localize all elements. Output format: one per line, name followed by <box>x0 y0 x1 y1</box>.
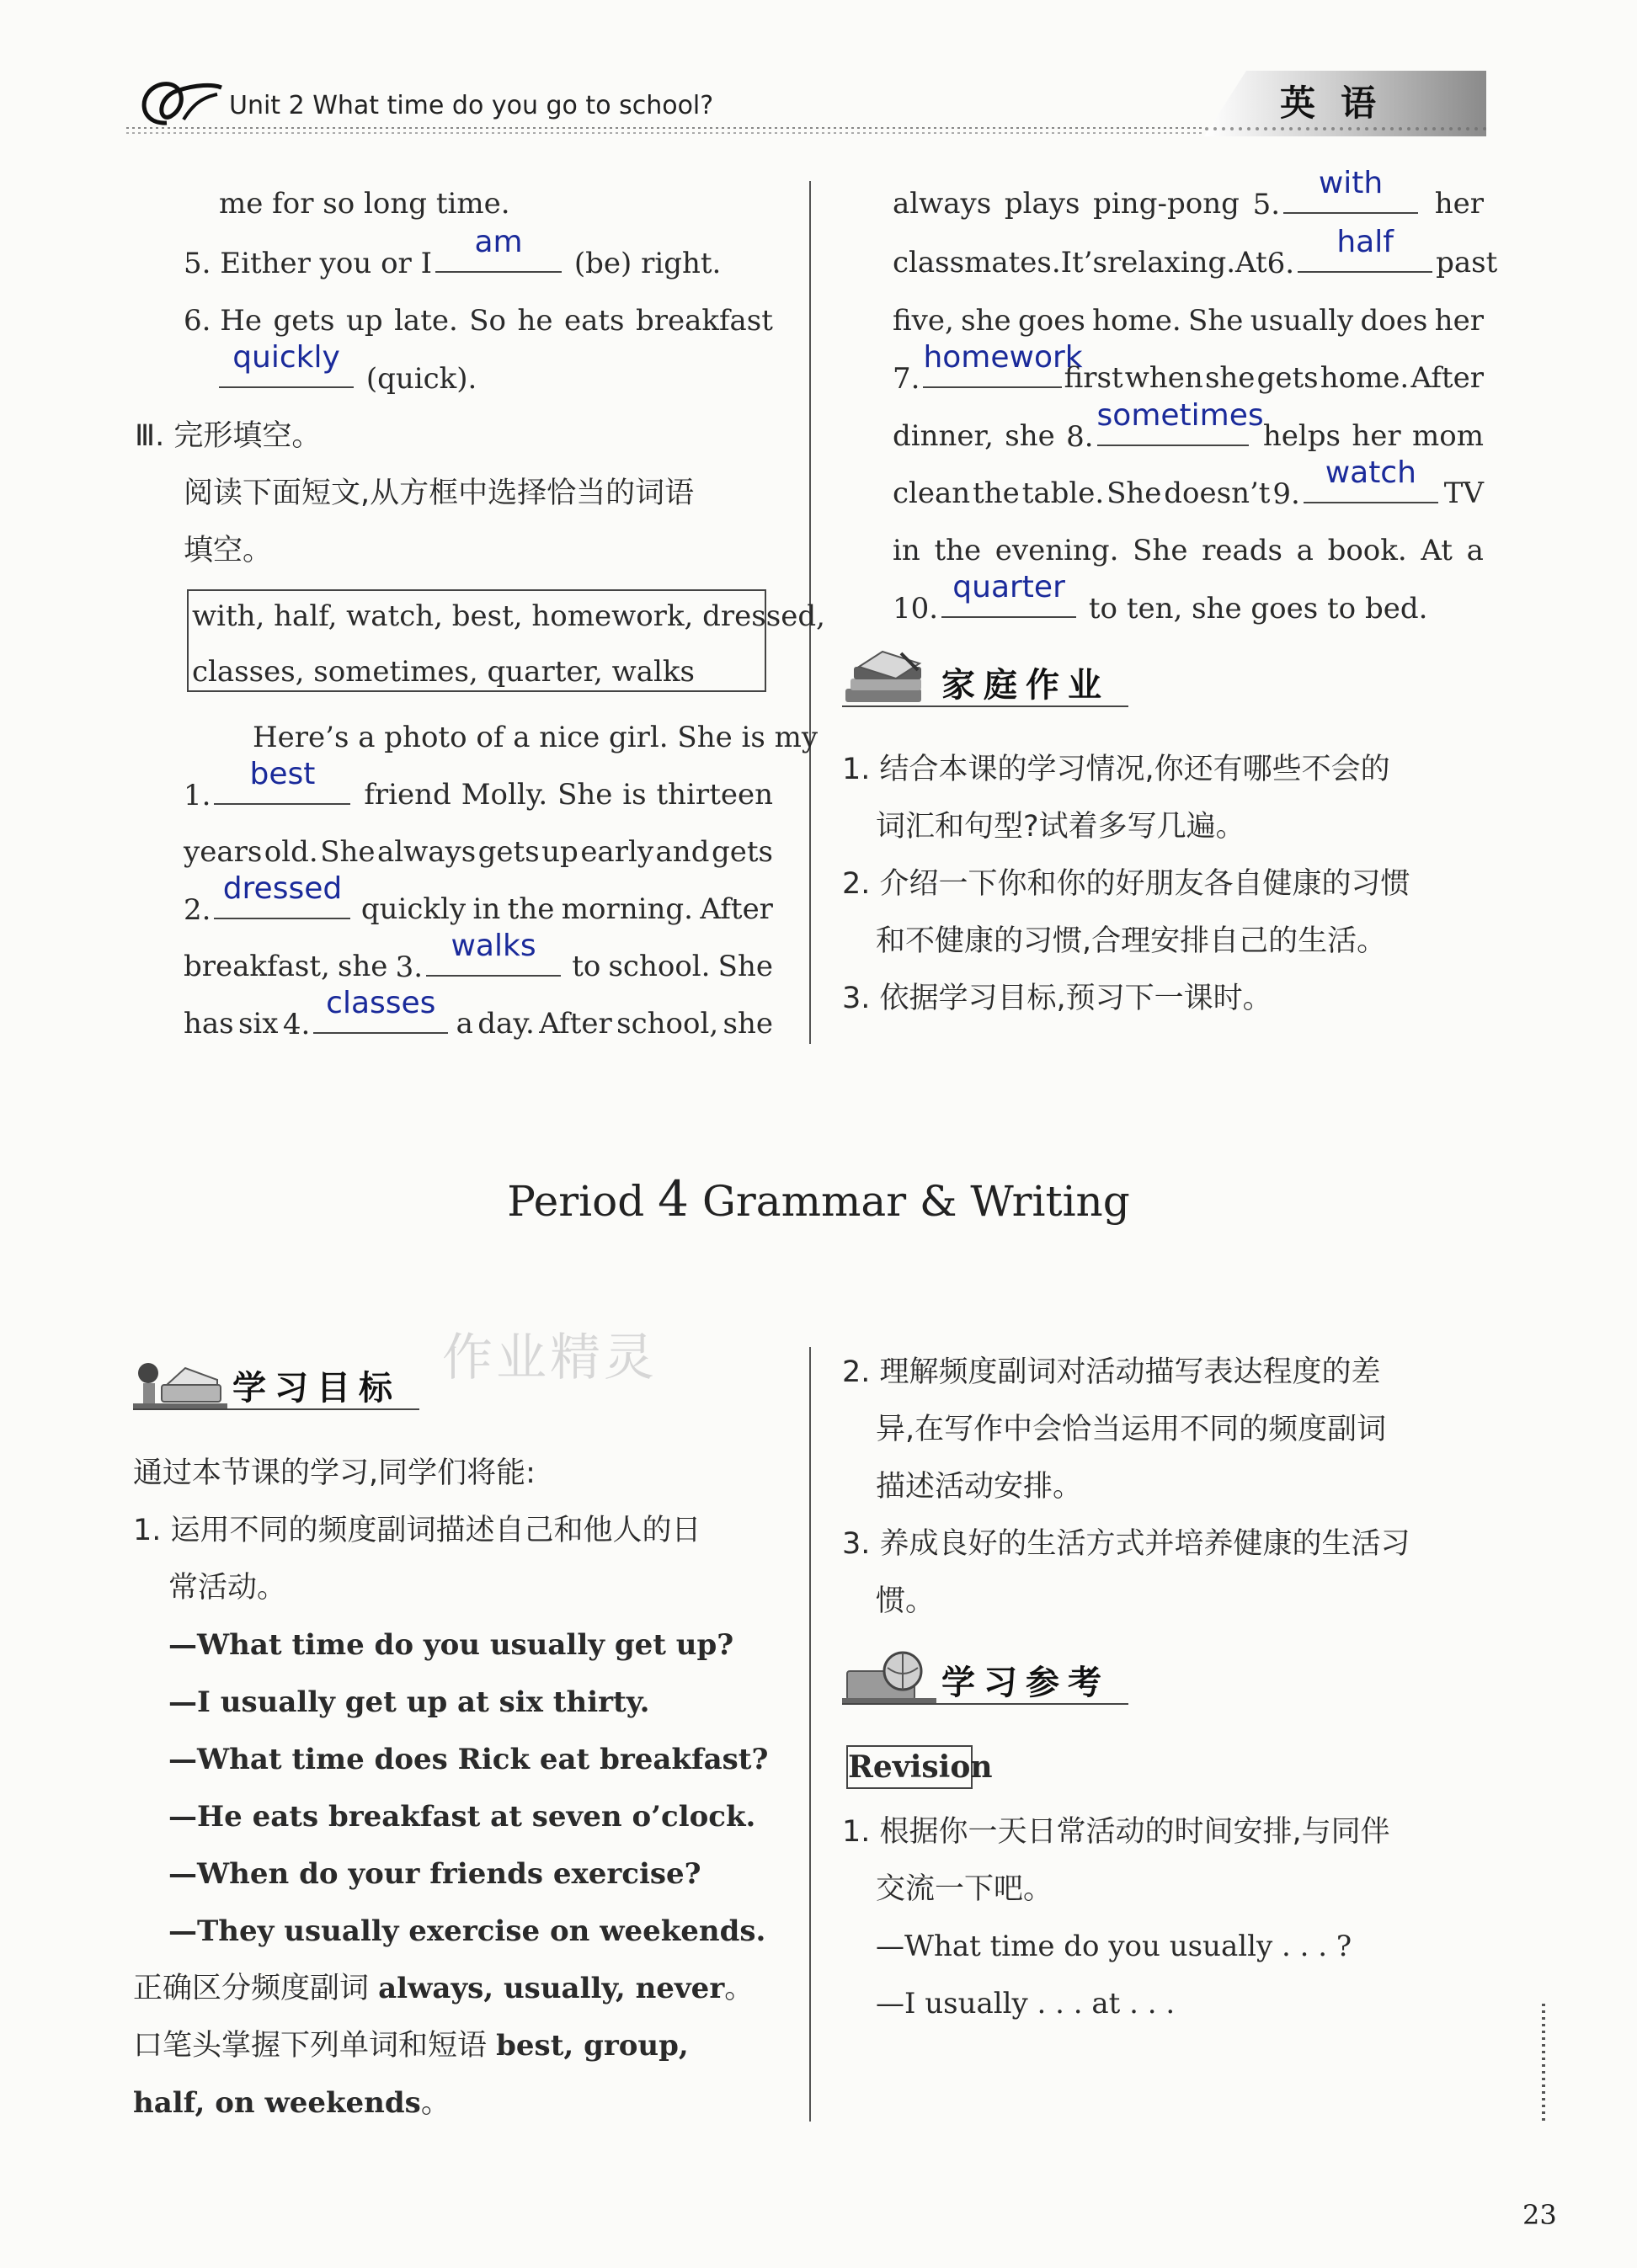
study-desk-icon <box>133 1351 234 1414</box>
word: she <box>723 1007 773 1041</box>
blank-6[interactable] <box>1298 225 1432 273</box>
word: book. <box>1327 534 1407 567</box>
word: the <box>934 534 982 567</box>
revision-item-1-line2: 交流一下吧。 <box>876 1872 1053 1906</box>
dialogue-line-2: —I usually get up at six thirty. <box>168 1685 650 1719</box>
period-label: Period <box>507 1177 645 1226</box>
goal-2-line1: 2. 理解频度副词对活动描写表达程度的差 <box>842 1355 1381 1389</box>
blank-4-answer: classes <box>326 986 436 1020</box>
word: morning. <box>561 892 693 926</box>
blank-1-answer: best <box>249 757 316 791</box>
q5-prompt: 5. Either you or I <box>184 247 433 280</box>
homework-item-1-line1: 1. 结合本课的学习情况,你还有哪些不会的 <box>842 753 1390 786</box>
blank-number: 7. <box>893 362 920 396</box>
section-underline <box>842 705 1128 707</box>
word: She <box>1188 304 1244 338</box>
word: table. <box>1021 476 1105 510</box>
blank-4-group <box>282 986 451 1053</box>
blank-3-answer: walks <box>451 929 536 963</box>
word: past <box>1436 246 1498 280</box>
word: home. <box>1092 304 1181 338</box>
word: when <box>1124 361 1203 395</box>
vocab-words: half, on weekends <box>133 2086 421 2120</box>
word: relaxing. <box>1107 246 1236 280</box>
word: home. <box>1320 361 1410 395</box>
vocab-words: best, group, <box>496 2029 689 2063</box>
blank-5-answer: with <box>1318 166 1384 200</box>
homework-section-title: 家庭作业 <box>941 666 1110 705</box>
blank-number: 1. <box>184 779 211 812</box>
blank-9-group <box>1272 455 1441 523</box>
homework-item-2-line2: 和不健康的习惯,合理安排自己的生活。 <box>876 924 1387 958</box>
word: is <box>622 778 647 812</box>
word: reads <box>1202 534 1282 567</box>
blank-6-answer: half <box>1336 225 1394 259</box>
blank-7-group <box>893 340 1083 407</box>
word: She <box>1133 534 1188 567</box>
word: classmates. <box>893 246 1061 280</box>
word: mom <box>1412 419 1484 453</box>
word: to <box>572 950 601 983</box>
word: plays <box>1004 187 1080 221</box>
reference-section-title: 学习参考 <box>941 1664 1110 1702</box>
word: She <box>320 835 376 869</box>
instruction-line-1: 阅读下面短文,从方框中选择恰当的词语 <box>184 476 695 510</box>
goal-2-line3: 描述活动安排。 <box>876 1470 1083 1504</box>
word: At <box>1421 534 1453 567</box>
blank-number: 5. <box>1252 188 1281 221</box>
word: quickly <box>360 892 467 926</box>
word: gets <box>1256 361 1319 395</box>
blank-number: 9. <box>1272 477 1300 511</box>
word: friend <box>364 778 451 812</box>
period-number: 4 <box>658 1170 690 1227</box>
word: a <box>456 1007 473 1041</box>
word: Molly. <box>461 778 548 812</box>
word: does <box>1360 304 1428 338</box>
word: old. <box>264 835 318 869</box>
text: 正确区分频度副词 <box>133 1972 379 2005</box>
question-6-line2 <box>219 340 477 407</box>
blank-5[interactable] <box>1283 166 1418 214</box>
page-header <box>126 67 1486 143</box>
homework-section-header <box>842 648 1128 707</box>
vocab-line-2 <box>133 2074 451 2132</box>
word: She <box>717 950 773 983</box>
word: years <box>184 835 263 869</box>
word-bank-box <box>187 589 825 692</box>
word: has <box>184 1007 234 1041</box>
word: After <box>1410 361 1484 395</box>
blank-4[interactable] <box>313 986 448 1034</box>
word: always <box>893 187 992 221</box>
blank-number: 2. <box>184 893 211 927</box>
watermark: 作业精灵 <box>442 1328 658 1387</box>
word: gets <box>477 835 540 869</box>
word: usually <box>1250 304 1354 338</box>
word: It’s <box>1060 246 1107 280</box>
revision-dialogue-2: —I usually . . . at . . . <box>876 1987 1176 2020</box>
globe-book-icon <box>842 1646 943 1709</box>
goals-section-header <box>133 1351 419 1410</box>
goals-intro: 通过本节课的学习,同学们将能: <box>133 1456 536 1490</box>
word: helps <box>1262 419 1341 453</box>
goals-section-title: 学习目标 <box>232 1369 401 1408</box>
dialogue-line-3: —What time does Rick eat breakfast? <box>168 1743 769 1776</box>
margin-dotted-rule <box>1541 2004 1546 2122</box>
passage-r8 <box>893 570 1428 637</box>
revision-dialogue-1: —What time do you usually . . . ? <box>876 1930 1352 1963</box>
q5-answer: am <box>474 225 523 259</box>
homework-item-1-line2: 词汇和句型?试着多写几遍。 <box>876 810 1245 844</box>
column-divider-bottom <box>809 1347 811 2122</box>
homework-item-2-line1: 2. 介绍一下你和你的好朋友各自健康的习惯 <box>842 867 1410 901</box>
word: a <box>1296 534 1314 567</box>
q5-blank[interactable] <box>435 225 562 273</box>
word: school. <box>608 950 711 983</box>
word: After <box>700 892 773 926</box>
section-underline <box>842 1703 1128 1705</box>
word: eats <box>563 304 625 338</box>
word: After <box>539 1007 612 1041</box>
goal-1-line1: 1. 运用不同的频度副词描述自己和他人的日 <box>133 1514 701 1547</box>
question-5 <box>184 225 722 292</box>
blank-6-group <box>1266 225 1436 292</box>
word: the <box>507 892 555 926</box>
blank-number: 4. <box>282 1008 311 1041</box>
word: gets <box>273 304 335 338</box>
blank-9-answer: watch <box>1325 455 1416 490</box>
word: gets <box>711 835 773 869</box>
blank-1-group <box>184 757 354 824</box>
adverbs-line <box>133 1960 754 2017</box>
text: 。 <box>724 1972 755 2005</box>
word: in <box>472 892 501 926</box>
text: 口笔头掌握下列单词和短语 <box>133 2029 497 2063</box>
word: up <box>345 304 383 338</box>
word: six <box>237 1007 279 1041</box>
word: TV <box>1443 476 1484 510</box>
word: he <box>517 304 553 338</box>
dialogue-line-5: —When do your friends exercise? <box>168 1857 701 1891</box>
word: breakfast, <box>184 950 330 983</box>
word: her <box>1352 419 1401 453</box>
blank-number: 10. <box>893 592 939 626</box>
blank-9[interactable] <box>1304 455 1438 503</box>
blank-number: 3. <box>395 950 424 984</box>
blank-number: 8. <box>1066 420 1094 454</box>
instruction-line-2: 填空。 <box>184 534 273 567</box>
word: she <box>1005 419 1055 453</box>
word: the <box>973 476 1020 510</box>
word: So <box>469 304 507 338</box>
blank-8[interactable] <box>1096 398 1264 446</box>
goal-3-line1: 3. 养成良好的生活方式并培养健康的生活习 <box>842 1527 1410 1561</box>
word: in <box>893 534 920 567</box>
passage-r2 <box>893 225 1498 292</box>
word: thirteen <box>656 778 773 812</box>
q5-hint: (be) right. <box>573 247 722 280</box>
dialogue-line-4: —He eats breakfast at seven o’clock. <box>168 1800 756 1834</box>
blank-8-answer: sometimes <box>1096 398 1264 433</box>
goal-1-line2: 常活动。 <box>168 1571 287 1605</box>
word: always <box>377 835 477 869</box>
blank-2-answer: dressed <box>222 871 343 906</box>
reference-section-header <box>842 1646 1128 1705</box>
word: day. <box>477 1007 535 1041</box>
q6-blank[interactable] <box>219 340 354 388</box>
word: dinner, <box>893 419 994 453</box>
word: At <box>1235 246 1267 280</box>
period-title <box>0 1170 1637 1227</box>
word: her <box>1434 187 1484 221</box>
word: up <box>541 835 579 869</box>
blank-3[interactable] <box>426 929 561 977</box>
word: late. <box>394 304 458 338</box>
blank-7[interactable] <box>923 340 1083 388</box>
homework-item-3: 3. 依据学习目标,预习下一课时。 <box>842 982 1272 1015</box>
section-underline <box>133 1408 419 1410</box>
word: she <box>961 304 1011 338</box>
word: school, <box>616 1007 719 1041</box>
page-number: 23 <box>1522 2199 1557 2231</box>
passage-line-5 <box>184 929 773 996</box>
passage-r6 <box>893 455 1484 523</box>
q6-answer: quickly <box>232 340 340 375</box>
goal-2-line2: 异,在写作中会恰当运用不同的频度副词 <box>876 1413 1387 1446</box>
dialogue-line-1: —What time do you usually get up? <box>168 1628 734 1662</box>
word: goes <box>1017 304 1085 338</box>
blank-2[interactable] <box>214 871 350 919</box>
period-subtitle: Grammar & Writing <box>701 1177 1130 1226</box>
word-bank-line-2: classes, sometimes, quarter, walks <box>192 655 695 689</box>
word: evening. <box>994 534 1119 567</box>
word: 6. He <box>184 304 263 338</box>
blank-7-answer: homework <box>923 340 1083 375</box>
blank-number: 6. <box>1266 247 1295 280</box>
q6-hint: (quick). <box>365 362 477 396</box>
word: She <box>1106 476 1162 510</box>
subject-label: 英语 <box>1280 83 1402 124</box>
word: she <box>1204 361 1256 395</box>
word: ping-pong <box>1093 187 1240 221</box>
dialogue-line-6: —They usually exercise on weekends. <box>168 1914 766 1948</box>
word: five, <box>893 304 954 338</box>
revision-item-1-line1: 1. 根据你一天日常活动的时间安排,与同伴 <box>842 1815 1390 1849</box>
blank-10-answer: quarter <box>952 570 1065 604</box>
revision-label: Revision <box>846 1745 973 1789</box>
word: She <box>557 778 613 812</box>
swirl-logo-icon <box>133 72 226 131</box>
word: and <box>655 835 710 869</box>
text: to ten, she goes to bed. <box>1088 592 1428 626</box>
blank-2-group <box>184 871 354 939</box>
word: she <box>337 950 388 983</box>
blank-1[interactable] <box>214 757 350 805</box>
vocab-line-1 <box>133 2017 689 2074</box>
word: early <box>580 835 654 869</box>
word: her <box>1434 304 1484 338</box>
passage-r1 <box>893 166 1484 233</box>
passage-line-2 <box>184 757 773 824</box>
section-3-title: Ⅲ. 完形填空。 <box>135 419 322 453</box>
passage-line-1: Here’s a photo of a nice girl. She is my <box>253 721 818 754</box>
blank-10[interactable] <box>941 570 1076 618</box>
blank-8-group <box>1066 398 1264 466</box>
goal-3-line2: 惯。 <box>876 1584 936 1618</box>
word: a <box>1466 534 1484 567</box>
word: first <box>1064 361 1123 395</box>
word: breakfast <box>635 304 773 338</box>
adverb-words: always, usually, never <box>378 1972 725 2005</box>
word: doesn’t <box>1164 476 1271 510</box>
word: clean <box>893 476 971 510</box>
text-line: me for so long time. <box>219 187 510 221</box>
books-icon <box>842 648 943 711</box>
text: 。 <box>420 2086 451 2120</box>
word-bank-line-1: with, half, watch, best, homework, dressed, <box>192 599 825 633</box>
unit-title: Unit 2 What time do you go to school? <box>229 91 714 120</box>
passage-line-6 <box>184 986 773 1053</box>
